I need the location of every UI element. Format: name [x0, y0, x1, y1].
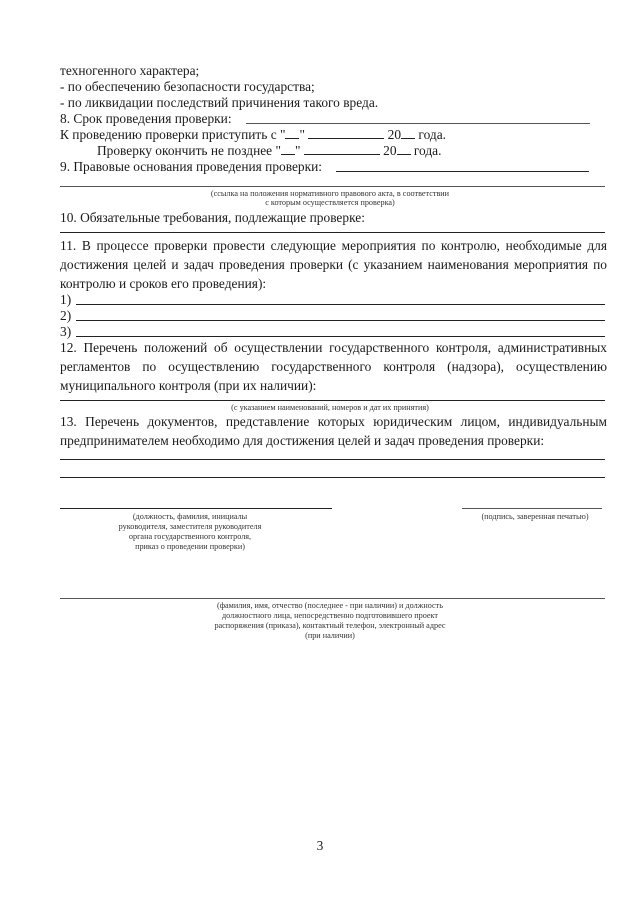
item-8-start-line: К проведению проверки приступить с " " 20 года. — [60, 127, 446, 142]
responsible-caption-1: (фамилия, имя, отчество (последнее - при наличии) и должность — [216, 601, 443, 610]
item-13-line-2: предпринимателем необходимо для достижения целей и задач проведения проверки: — [60, 433, 545, 448]
page-number: 3 — [316, 838, 324, 853]
signature-caption-1: (должность, фамилия, инициалы — [132, 512, 248, 521]
item-11-entry-1: 1) — [60, 292, 72, 307]
item-8-blank-line — [246, 123, 590, 124]
year-blank — [401, 127, 415, 139]
signature-stamp-caption: (подпись, заверенная печатью) — [481, 512, 589, 521]
item-11-entry-2: 2) — [60, 308, 72, 323]
item-12-line-2: регламентов по осуществлению государственного контроля (надзора), осуществлению — [60, 359, 607, 374]
signature-caption-3: органа государственного контроля, — [128, 532, 252, 541]
day-blank — [281, 143, 295, 155]
item-13-line-1: 13. Перечень документов, представление которых юридическим лицом, индивидуальным — [60, 414, 607, 429]
month-blank — [308, 127, 384, 139]
item-11-line-2: достижения целей и задач проведения проверки (с указанием наименования мероприятия по — [60, 257, 607, 272]
text-line-liquidation: - по ликвидации последствий причинения такого вреда. — [60, 95, 379, 110]
item-11-line-3: контролю и сроков его проведения): — [60, 276, 267, 291]
item-10-blank-line — [60, 232, 605, 233]
signature-position-line — [60, 508, 332, 509]
month-blank — [304, 143, 380, 155]
item-11-entry-3: 3) — [60, 324, 72, 339]
item-8-end-line: Проверку окончить не позднее " " 20 года. — [97, 143, 442, 158]
year-blank — [397, 143, 411, 155]
item-9-blank-line — [336, 171, 589, 172]
text-line-state-security: - по обеспечению безопасности государства; — [60, 79, 315, 94]
item-12-line-3: муниципального контроля (при их наличии): — [60, 378, 317, 393]
item-9-note-2: с которым осуществляется проверка) — [265, 198, 395, 207]
day-blank — [285, 127, 299, 139]
item-9-legal-basis: 9. Правовые основания проведения проверки: — [60, 159, 322, 174]
item-13-blank-line-1 — [60, 459, 605, 460]
item-10-requirements: 10. Обязательные требования, подлежащие проверке: — [60, 210, 365, 225]
item-9-note-1: (ссылка на положения нормативного правового акта, в соответствии — [210, 189, 450, 198]
item-11-line-1: 11. В процессе проверки провести следующие мероприятия по контролю, необходимые для — [60, 238, 607, 253]
signature-caption-2: руководителя, заместителя руководителя — [118, 522, 262, 531]
text-line-hazard: техногенного характера; — [60, 63, 200, 78]
responsible-person-line — [60, 598, 605, 599]
item-8-period: 8. Срок проведения проверки: — [60, 111, 232, 126]
item-13-blank-line-2 — [60, 477, 605, 478]
responsible-caption-2: должностного лица, непосредственно подготовившего проект — [221, 611, 439, 620]
item-12-line-1: 12. Перечень положений об осуществлении государственного контроля, административных — [60, 340, 607, 355]
entry-3-blank-line — [76, 336, 605, 337]
signature-line — [462, 508, 602, 509]
item-12-blank-line — [60, 400, 605, 401]
entry-2-blank-line — [76, 320, 605, 321]
responsible-caption-4: (при наличии) — [305, 631, 355, 640]
entry-1-blank-line — [76, 304, 605, 305]
responsible-caption-3: распоряжения (приказа), контактный телефон, электронный адрес — [214, 621, 446, 630]
item-9-blank-line-2 — [60, 186, 605, 187]
signature-caption-4: приказ о проведении проверки) — [135, 542, 245, 551]
item-12-note: (с указанием наименований, номеров и дат их принятия) — [231, 403, 429, 412]
